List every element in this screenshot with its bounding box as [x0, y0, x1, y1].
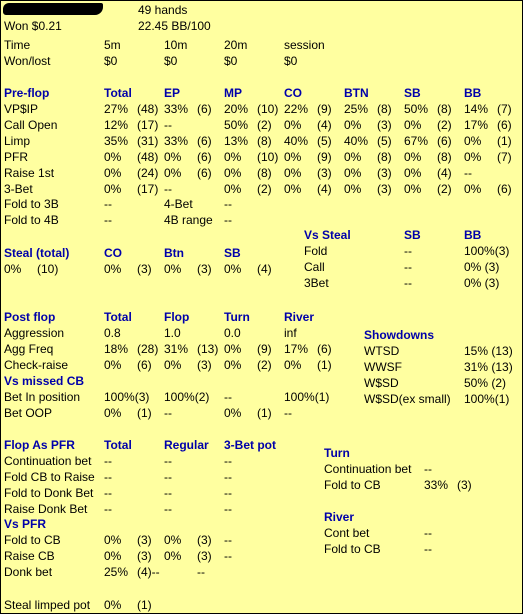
four-bet-range-value: -- — [224, 213, 232, 227]
wonlost-10m: $0 — [164, 54, 178, 68]
preflop-cell: (3) — [377, 166, 392, 180]
missed-cb-row-label: Bet OOP — [4, 406, 53, 420]
preflop-cell: (48) — [137, 102, 159, 116]
turn-cbet-value: -- — [424, 462, 432, 476]
vs-pfr-row-label: Raise CB — [4, 549, 55, 563]
river-cont-bet-label: Cont bet — [324, 526, 370, 540]
missed-cb-row-label: Bet In position — [4, 390, 81, 404]
preflop-cell: (6) — [197, 134, 212, 148]
preflop-cell: 67% — [404, 134, 429, 148]
preflop-cell: (7) — [497, 102, 512, 116]
flop-as-pfr-cell: -- — [104, 470, 112, 484]
steal-btn-count: (3) — [197, 262, 212, 276]
steal-co-count: (3) — [137, 262, 152, 276]
preflop-row-label: Raise 1st — [4, 166, 55, 180]
vs-steal-3bet-bb: 0% (3) — [464, 276, 500, 290]
steal-total-title: Steal (total) — [4, 246, 70, 260]
turn-cbet-label: Continuation bet — [324, 462, 412, 476]
vs-pfr-cell: 0% — [164, 549, 182, 563]
steal-total-pct: 0% — [4, 262, 22, 276]
wonlost-session: $0 — [284, 54, 298, 68]
flop-as-pfr-row-label: Raise Donk Bet — [4, 502, 88, 516]
steal-header-btn: Btn — [164, 246, 184, 260]
preflop-cell: 0% — [284, 150, 302, 164]
missed-cb-cell: 100%(2) — [164, 390, 210, 404]
postflop-cell: 0.8 — [104, 326, 121, 340]
preflop-cell: 0% — [464, 150, 482, 164]
fold-to-3b-value: -- — [104, 197, 112, 211]
preflop-cell: 40% — [344, 134, 369, 148]
postflop-cell: (9) — [257, 342, 272, 356]
turn-fold-cb-count: (3) — [457, 478, 472, 492]
preflop-cell: (8) — [257, 166, 272, 180]
preflop-cell: 0% — [284, 166, 302, 180]
preflop-cell: (6) — [197, 102, 212, 116]
bb-per-100: 22.45 BB/100 — [138, 19, 211, 33]
flop-as-pfr-row-label: Continuation bet — [4, 454, 92, 468]
preflop-cell: (8) — [437, 150, 452, 164]
redacted-player-name — [3, 3, 103, 15]
preflop-cell: (4) — [317, 182, 332, 196]
postflop-cell: 0% — [284, 358, 302, 372]
postflop-cell: (6) — [317, 342, 332, 356]
flop-as-pfr-cell: -- — [104, 486, 112, 500]
postflop-cell: (28) — [137, 342, 159, 356]
fold-to-4b-value: -- — [104, 213, 112, 227]
preflop-cell: (17) — [137, 118, 159, 132]
flop-as-pfr-cell: -- — [164, 502, 172, 516]
vs-pfr-cell: 0% — [104, 533, 122, 547]
postflop-cell: (3) — [197, 358, 212, 372]
wonlost-label: Won/lost — [4, 54, 51, 68]
preflop-cell: 0% — [104, 150, 122, 164]
river-title: River — [324, 510, 355, 524]
vs-steal-call-bb: 0% (3) — [464, 260, 500, 274]
preflop-row-label: Call Open — [4, 118, 58, 132]
preflop-cell: (8) — [437, 102, 452, 116]
preflop-cell: (9) — [317, 150, 332, 164]
flop-as-pfr-row-label: Fold CB to Raise — [4, 470, 95, 484]
wonlost-20m: $0 — [224, 54, 238, 68]
turn-fold-cb-label: Fold to CB — [324, 478, 381, 492]
preflop-cell: 0% — [344, 150, 362, 164]
vs-pfr-cell: 0% — [104, 549, 122, 563]
fold-to-3b-label: Fold to 3B — [4, 197, 59, 211]
preflop-cell: (10) — [257, 150, 279, 164]
preflop-cell: 0% — [104, 182, 122, 196]
preflop-cell: 50% — [404, 102, 429, 116]
preflop-cell: 27% — [104, 102, 129, 116]
preflop-cell: 35% — [104, 134, 129, 148]
preflop-cell: 0% — [284, 118, 302, 132]
preflop-cell: (6) — [437, 134, 452, 148]
vs-pfr-cell: (3) — [197, 549, 212, 563]
preflop-cell: 0% — [164, 150, 182, 164]
preflop-cell: (8) — [377, 102, 392, 116]
flop-as-pfr-cell: -- — [104, 502, 112, 516]
vs-pfr-cell: -- — [224, 533, 232, 547]
steal-limped-label: Steal limped pot — [4, 598, 91, 612]
postflop-cell: 0% — [164, 358, 182, 372]
vs-steal-header-bb: BB — [464, 228, 482, 242]
missed-cb-cell: 0% — [224, 406, 242, 420]
flop-as-pfr-header-total: Total — [104, 438, 132, 452]
preflop-cell: (31) — [137, 134, 159, 148]
postflop-cell: inf — [284, 326, 297, 340]
missed-cb-cell: (1) — [257, 406, 272, 420]
turn-fold-cb-value: 33% — [424, 478, 449, 492]
flop-as-pfr-cell: -- — [224, 502, 232, 516]
preflop-cell: 0% — [224, 166, 242, 180]
missed-cb-cell: 100%(1) — [284, 390, 330, 404]
postflop-header-flop: Flop — [164, 310, 190, 324]
vs-pfr-cell: (3) — [137, 549, 152, 563]
missed-cb-cell: -- — [284, 406, 292, 420]
vs-steal-fold-label: Fold — [304, 244, 328, 258]
showdown-value: 100%(1) — [464, 392, 510, 406]
vs-steal-fold-sb: -- — [404, 244, 412, 258]
preflop-cell: (8) — [377, 150, 392, 164]
flop-as-pfr-cell: -- — [224, 486, 232, 500]
preflop-cell: 12% — [104, 118, 129, 132]
vs-pfr-row-label: Fold to CB — [4, 533, 61, 547]
flop-as-pfr-cell: -- — [164, 486, 172, 500]
vs-pfr-cell: 0% — [164, 533, 182, 547]
preflop-cell: 0% — [224, 150, 242, 164]
vs-pfr-cell: (3) — [137, 533, 152, 547]
showdown-value: 50% (2) — [464, 376, 507, 390]
missed-cb-cell: -- — [164, 406, 172, 420]
preflop-row-label: Limp — [4, 134, 31, 148]
preflop-cell: (17) — [137, 182, 159, 196]
flop-as-pfr-row-label: Fold to Donk Bet — [4, 486, 94, 500]
preflop-header-btn: BTN — [344, 86, 369, 100]
postflop-cell: 0% — [224, 358, 242, 372]
showdown-row-label: W$SD(ex small) — [364, 392, 451, 406]
postflop-cell: 0% — [104, 358, 122, 372]
postflop-cell: 1.0 — [164, 326, 181, 340]
preflop-header-ep: EP — [164, 86, 181, 100]
vs-missed-cb-title: Vs missed CB — [4, 374, 85, 388]
flop-as-pfr-cell: -- — [224, 454, 232, 468]
preflop-cell: (3) — [377, 118, 392, 132]
preflop-cell: (6) — [197, 150, 212, 164]
flop-as-pfr-cell: -- — [164, 470, 172, 484]
preflop-cell: -- — [164, 118, 172, 132]
preflop-cell: (5) — [317, 134, 332, 148]
vs-pfr-cell: -- — [197, 565, 205, 579]
vs-steal-header-sb: SB — [404, 228, 421, 242]
steal-btn-pct: 0% — [164, 262, 182, 276]
postflop-cell: (1) — [317, 358, 332, 372]
vs-pfr-cell: -- — [224, 549, 232, 563]
preflop-cell: 0% — [284, 182, 302, 196]
preflop-cell: 50% — [224, 118, 249, 132]
period-5m: 5m — [104, 38, 121, 52]
preflop-cell: 0% — [464, 182, 482, 196]
showdown-row-label: WTSD — [364, 344, 400, 358]
missed-cb-cell: 0% — [104, 406, 122, 420]
postflop-cell: 0.0 — [224, 326, 241, 340]
postflop-cell: (6) — [137, 358, 152, 372]
four-bet-value: -- — [224, 197, 232, 211]
preflop-cell: (6) — [197, 166, 212, 180]
preflop-header-mp: MP — [224, 86, 242, 100]
preflop-cell: (8) — [257, 134, 272, 148]
preflop-cell: (48) — [137, 150, 159, 164]
vs-pfr-cell: 25% — [104, 565, 129, 579]
preflop-cell: -- — [464, 166, 472, 180]
preflop-cell: 0% — [404, 166, 422, 180]
preflop-cell: (4) — [317, 118, 332, 132]
preflop-cell: (2) — [437, 182, 452, 196]
vs-pfr-title: Vs PFR — [4, 517, 47, 531]
vs-steal-title: Vs Steal — [304, 228, 351, 242]
preflop-cell: 0% — [404, 150, 422, 164]
river-fold-cb-label: Fold to CB — [324, 542, 381, 556]
postflop-row-label: Agg Freq — [4, 342, 54, 356]
preflop-row-label: PFR — [4, 150, 28, 164]
preflop-cell: (2) — [257, 118, 272, 132]
postflop-header-total: Total — [104, 310, 132, 324]
preflop-cell: 13% — [224, 134, 249, 148]
vs-pfr-row-label: Donk bet — [4, 565, 53, 579]
vs-steal-3bet-label: 3Bet — [304, 276, 329, 290]
preflop-cell: (2) — [437, 118, 452, 132]
preflop-cell: 20% — [224, 102, 249, 116]
four-bet-range-label: 4B range — [164, 213, 213, 227]
steal-sb-count: (4) — [257, 262, 272, 276]
preflop-cell: (6) — [497, 182, 512, 196]
preflop-cell: (3) — [377, 182, 392, 196]
showdowns-title: Showdowns — [364, 328, 434, 342]
turn-title: Turn — [324, 446, 350, 460]
flop-as-pfr-cell: -- — [104, 454, 112, 468]
missed-cb-cell: (1) — [137, 406, 152, 420]
vs-steal-call-sb: -- — [404, 260, 412, 274]
preflop-cell: 0% — [464, 134, 482, 148]
postflop-cell: (13) — [197, 342, 219, 356]
preflop-cell: (4) — [437, 166, 452, 180]
steal-header-sb: SB — [224, 246, 241, 260]
time-label: Time — [4, 38, 31, 52]
postflop-cell: 17% — [284, 342, 309, 356]
showdown-value: 15% (13) — [464, 344, 513, 358]
flop-as-pfr-header-regular: Regular — [164, 438, 209, 452]
preflop-header-total: Total — [104, 86, 132, 100]
four-bet-label: 4-Bet — [164, 197, 193, 211]
postflop-cell: 31% — [164, 342, 189, 356]
postflop-header-river: River — [284, 310, 315, 324]
preflop-cell: (1) — [497, 134, 512, 148]
steal-header-co: CO — [104, 246, 122, 260]
postflop-row-label: Aggression — [4, 326, 65, 340]
missed-cb-cell: 100%(3) — [104, 390, 150, 404]
steal-limped-value: 0% — [104, 598, 122, 612]
period-20m: 20m — [224, 38, 248, 52]
steal-co-pct: 0% — [104, 262, 122, 276]
preflop-cell: 0% — [344, 118, 362, 132]
preflop-cell: 40% — [284, 134, 309, 148]
preflop-title: Pre-flop — [4, 86, 50, 100]
preflop-cell: 33% — [164, 134, 189, 148]
flop-as-pfr-cell: -- — [224, 470, 232, 484]
vs-pfr-cell: (3) — [197, 533, 212, 547]
steal-total-count: (10) — [37, 262, 59, 276]
missed-cb-cell: -- — [224, 390, 232, 404]
preflop-cell: 0% — [164, 166, 182, 180]
steal-sb-pct: 0% — [224, 262, 242, 276]
river-fold-cb-value: -- — [424, 542, 432, 556]
postflop-cell: (2) — [257, 358, 272, 372]
flop-as-pfr-title: Flop As PFR — [4, 438, 75, 452]
postflop-cell: 18% — [104, 342, 129, 356]
vs-steal-fold-bb: 100%(3) — [464, 244, 510, 258]
postflop-cell: 0% — [224, 342, 242, 356]
preflop-cell: 0% — [404, 118, 422, 132]
preflop-cell: 14% — [464, 102, 489, 116]
won-amount: Won $0.21 — [4, 19, 62, 33]
preflop-header-co: CO — [284, 86, 302, 100]
preflop-row-label: VP$IP — [4, 102, 39, 116]
preflop-cell: (9) — [317, 102, 332, 116]
hands-count: 49 hands — [138, 3, 188, 17]
preflop-header-sb: SB — [404, 86, 421, 100]
preflop-cell: (3) — [317, 166, 332, 180]
showdown-row-label: WWSF — [364, 360, 402, 374]
vs-steal-call-label: Call — [304, 260, 325, 274]
preflop-cell: (24) — [137, 166, 159, 180]
preflop-cell: 0% — [344, 182, 362, 196]
postflop-title: Post flop — [4, 310, 56, 324]
preflop-cell: 0% — [404, 182, 422, 196]
postflop-header-turn: Turn — [224, 310, 250, 324]
preflop-cell: (2) — [257, 182, 272, 196]
preflop-cell: (7) — [497, 150, 512, 164]
vs-pfr-cell: (4)-- — [137, 565, 160, 579]
postflop-row-label: Check-raise — [4, 358, 69, 372]
preflop-cell: 22% — [284, 102, 309, 116]
preflop-cell: 0% — [344, 166, 362, 180]
preflop-cell: 0% — [104, 166, 122, 180]
preflop-cell: (5) — [377, 134, 392, 148]
vs-steal-3bet-sb: -- — [404, 276, 412, 290]
preflop-cell: 33% — [164, 102, 189, 116]
steal-limped-count: (1) — [137, 598, 152, 612]
showdown-value: 31% (13) — [464, 360, 513, 374]
preflop-cell: 17% — [464, 118, 489, 132]
preflop-row-label: 3-Bet — [4, 182, 33, 196]
fold-to-4b-label: Fold to 4B — [4, 213, 59, 227]
preflop-cell: 25% — [344, 102, 369, 116]
preflop-cell: (10) — [257, 102, 279, 116]
preflop-header-bb: BB — [464, 86, 482, 100]
period-session: session — [284, 38, 325, 52]
flop-as-pfr-cell: -- — [164, 454, 172, 468]
river-cont-bet-value: -- — [424, 526, 432, 540]
showdown-row-label: W$SD — [364, 376, 399, 390]
period-10m: 10m — [164, 38, 188, 52]
preflop-cell: 0% — [224, 182, 242, 196]
preflop-cell: (6) — [497, 118, 512, 132]
preflop-cell: -- — [164, 182, 172, 196]
wonlost-5m: $0 — [104, 54, 118, 68]
flop-as-pfr-header-3bet-pot: 3-Bet pot — [224, 438, 276, 452]
